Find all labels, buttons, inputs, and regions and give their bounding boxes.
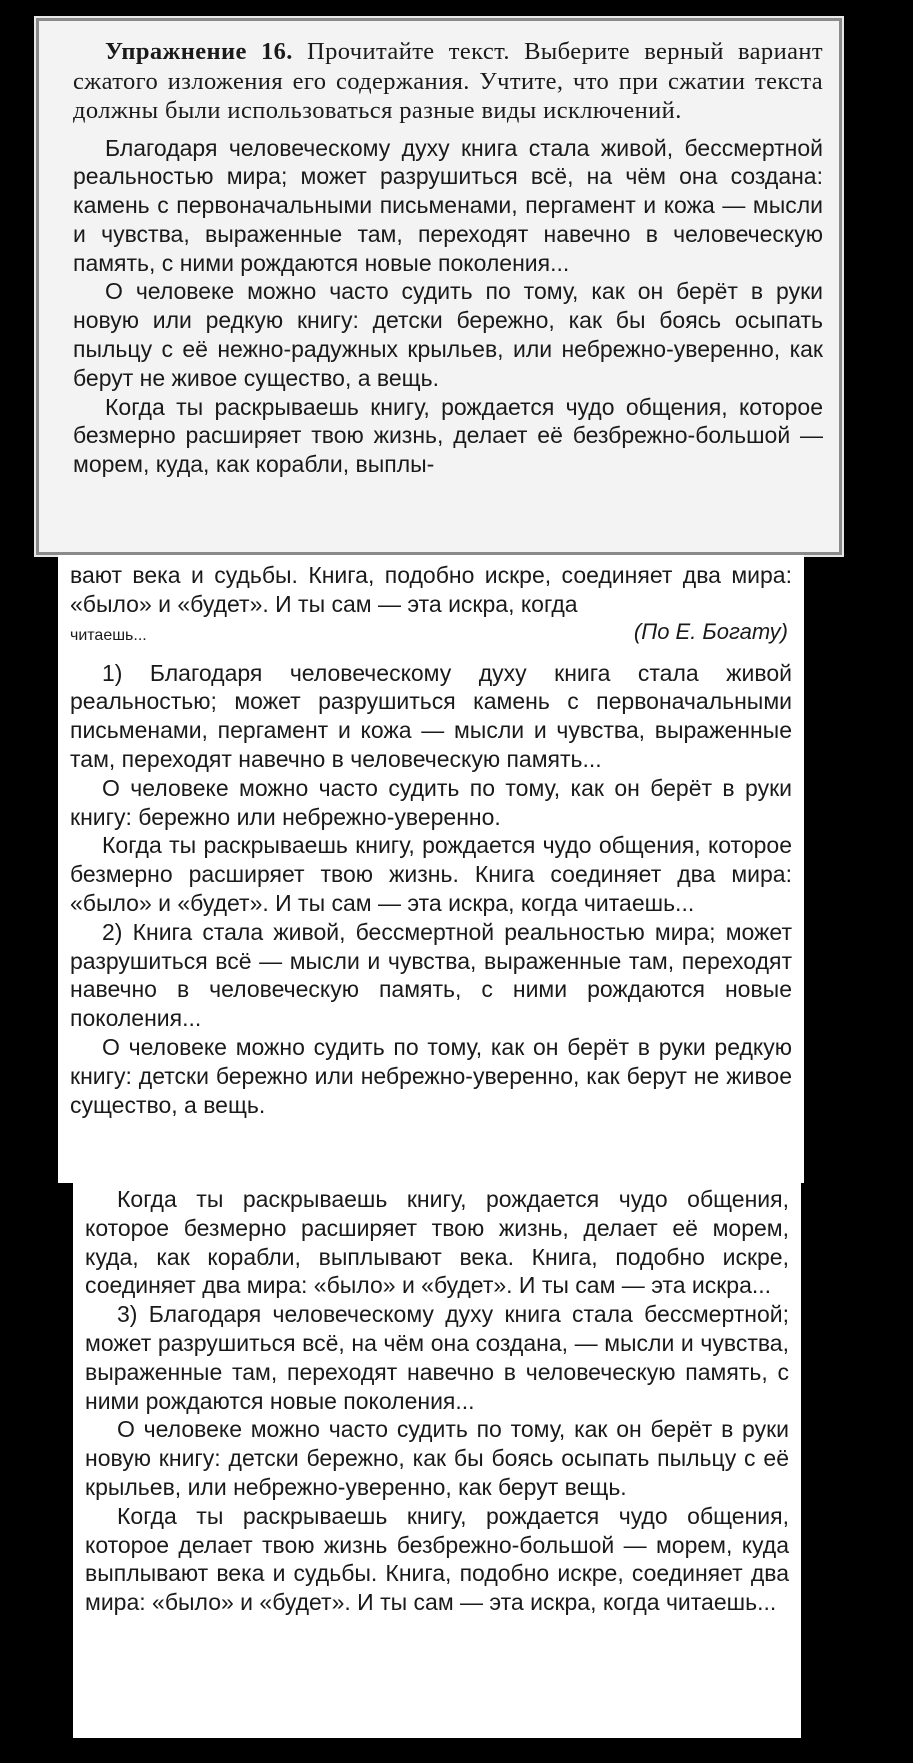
- source-paragraph-2: О человеке можно часто судить по тому, как он берёт в руки новую или редкую книгу: детски бережно, как бы боясь осыпать пыльцу с её нежно-радужных крыльев, или небрежно-уверенно, как берут не живое существо, а вещь.: [73, 278, 823, 391]
- option-2-paragraph-2: О человеке можно судить по тому, как он берёт в руки редкую книгу: детски бережно или небрежно-уверенно, как берут не живое существо, а вещь.: [70, 1033, 792, 1118]
- textbook-scan-bottom: [73, 1183, 801, 1738]
- textbook-scan-top: [36, 18, 842, 555]
- textbook-scan-middle: [58, 555, 804, 1183]
- exercise-instruction-text: Прочитайте текст. Выберите верный вариант сжатого изложения его содержания. Учтите, что при сжатии текста должны были использоваться разные виды исключений.: [73, 38, 823, 124]
- source-end-line: [70, 619, 792, 645]
- option-2-paragraph-1: 2) Книга стала живой, бессмертной реальностью мира; может разрушиться всё — мысли и чувства, выраженные там, переходят навечно в человеческую память, с ними рождаются новые поколения...: [70, 918, 792, 1032]
- option-2-paragraph-3: Когда ты раскрываешь книгу, рождается чудо общения, которое безмерно расширяет твою жизнь, делает её морем, куда, как корабли, выплывают века. Книга, подобно искре, соединяет два мира: «было» и «будет». И ты сам — эта искра...: [85, 1186, 789, 1299]
- source-attribution: (По Е. Богату): [633, 618, 788, 644]
- option-1-paragraph-1: 1) Благодаря человеческому духу книга стала живой реальностью; может разрушиться камень с первоначальными письменами, пергамент и кожа — мысли и чувства, выраженные там, переходят навечно в человеческую память...: [70, 659, 792, 772]
- source-paragraph-3-end: читаешь...: [70, 626, 147, 644]
- option-3-paragraph-2: О человеке можно часто судить по тому, как он берёт в руки новую книгу: детски бережно, как бы боясь осыпать пыльцу с её крыльев, или небрежно-уверенно, как берут вещь.: [85, 1416, 789, 1500]
- source-paragraph-1: Благодаря человеческому духу книга стала живой, бессмертной реальностью мира; может разрушиться всё, на чём она создана: камень с первоначальными письменами, пергамент и кожа — мысли и чувства, выраженные там, переходят навечно в человеческую память, с ними рождаются новые поколения...: [73, 134, 823, 276]
- source-paragraph-3-start: Когда ты раскрываешь книгу, рождается чудо общения, которое безмерно расширяет твою жизнь, делает её безбрежно-большой — морем, куда, как корабли, выплы-: [73, 393, 823, 478]
- option-1-paragraph-2: О человеке можно часто судить по тому, как он берёт в руки книгу: бережно или небрежно-уверенно.: [70, 774, 792, 830]
- exercise-instruction: [73, 37, 823, 126]
- option-3-paragraph-3: Когда ты раскрываешь книгу, рождается чудо общения, которое делает твою жизнь безбрежно-большой — морем, куда выплывают века и судьбы. Книга, подобно искре, соединяет два мира: «было» и «будет». И ты сам — эта искра, когда читаешь...: [85, 1502, 789, 1616]
- source-paragraph-3-continued: вают века и судьбы. Книга, подобно искре, соединяет два мира: «было» и «будет». И ты сам — эта искра, когда: [70, 562, 792, 617]
- option-1-paragraph-3: Когда ты раскрываешь книгу, рождается чудо общения, которое безмерно расширяет твою жизнь. Книга соединяет два мира: «было» и «будет». И ты сам — эта искра, когда читаешь...: [70, 832, 792, 916]
- exercise-label: Упражнение 16.: [105, 38, 293, 65]
- option-3-paragraph-1: 3) Благодаря человеческому духу книга стала бессмертной; может разрушиться всё, на чём она создана, — мысли и чувства, выраженные там, переходят навечно в человеческую память, с ними рождаются новые поколения...: [85, 1301, 789, 1414]
